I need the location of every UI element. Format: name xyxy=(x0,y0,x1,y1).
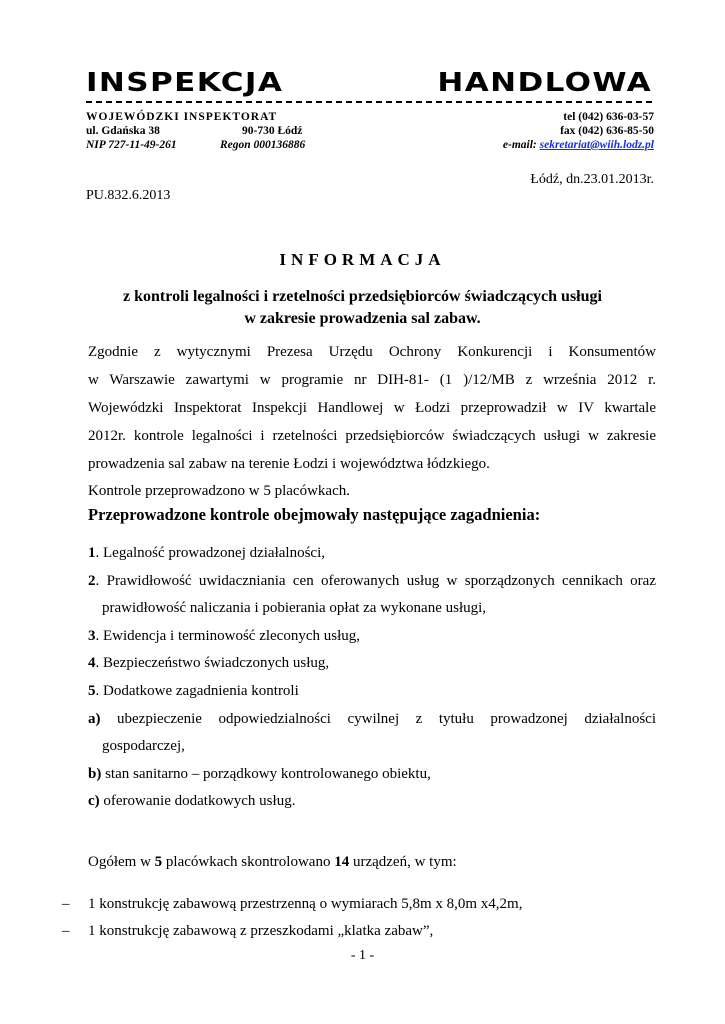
intro-line: 2012r. kontrole legalności i rzetelności przedsiębiorców świadczących usługi w zakresie xyxy=(88,428,656,444)
dash-bullet-icon: – xyxy=(62,923,70,939)
scope-list xyxy=(88,540,656,816)
inspectorate-name: WOJEWÓDZKI INSPEKTORAT xyxy=(86,111,278,123)
organization-title-word-1: INSPEKCJA xyxy=(86,68,284,98)
bullet-item: – 1 konstrukcję zabawową przestrzenną o wymiarach 5,8m x 8,0m x4,2m, xyxy=(62,896,523,912)
dash-bullet-icon: – xyxy=(62,896,70,912)
scope-heading: Przeprowadzone kontrole obejmowały następujące zagadnienia: xyxy=(88,505,541,524)
list-item: b) stan sanitarno – porządkowy kontrolowanego obiektu, xyxy=(88,765,431,782)
devices-count: 14 xyxy=(334,854,350,870)
intro-line: w Warszawie zawartymi w programie nr DIH-81- (1 )/12/MB z września 2012 r. xyxy=(88,372,656,388)
bullet-item: – 1 konstrukcję zabawową z przeszkodami „klatka zabaw”, xyxy=(62,923,434,939)
document-subtitle-line-2: w zakresie prowadzenia sal zabaw. xyxy=(244,310,481,327)
list-item: 1. Legalność prowadzonej działalności, xyxy=(88,545,325,561)
intro-line: Wojewódzki Inspektorat Inspekcji Handlowej w Łodzi przeprowadził w IV kwartale xyxy=(88,400,656,416)
list-item: prawidłowość naliczania i pobierania opłat za wykonane usługi, xyxy=(102,600,487,617)
telephone: tel (042) 636-03-57 xyxy=(563,111,654,123)
email-line xyxy=(503,138,654,152)
email-label: e-mail: xyxy=(502,139,537,151)
list-item: c) oferowanie dodatkowych usług. xyxy=(88,793,296,810)
header-divider xyxy=(86,101,652,103)
list-item: a) ubezpieczenie odpowiedzialności cywilnej z tytułu prowadzonej działalności xyxy=(88,710,656,727)
address-street: ul. Gdańska 38 xyxy=(86,125,160,137)
summary-line: Ogółem w 5 placówkach skontrolowano 14 urządzeń, w tym: xyxy=(88,854,457,870)
placowki-count: 5 xyxy=(154,854,163,870)
list-item: 3. Ewidencja i terminowość zleconych usług, xyxy=(88,627,361,644)
document-title: INFORMACJA xyxy=(279,250,446,269)
address-postal: 90-730 Łódź xyxy=(242,125,303,137)
nip-number: NIP 727-11-49-261 xyxy=(86,139,177,151)
list-item: 4. Bezpieczeństwo świadczonych usług, xyxy=(88,655,330,672)
intro-last-line: Kontrole przeprowadzono w 5 placówkach. xyxy=(88,483,350,499)
fax: fax (042) 636-85-50 xyxy=(560,125,654,137)
list-item: gospodarczej, xyxy=(102,738,185,755)
organization-title-word-2: HANDLOWA xyxy=(437,68,652,98)
list-item: 2. Prawidłowość uwidaczniania cen oferowanych usług w sporządzonych cennikach oraz xyxy=(88,572,656,589)
reference-number: PU.832.6.2013 xyxy=(86,188,171,203)
intro-paragraph xyxy=(88,338,656,504)
place-date: Łódź, dn.23.01.2013r. xyxy=(530,172,654,187)
intro-line: Zgodnie z wytycznymi Prezesa Urzędu Ochrony Konkurencji i Konsumentów xyxy=(88,344,656,360)
email-link[interactable]: sekretariat@wiih.lodz.pl xyxy=(539,139,654,151)
page-number: - 1 - xyxy=(350,948,375,963)
list-item: 5. Dodatkowe zagadnienia kontroli xyxy=(88,682,299,699)
document-subtitle-line-1: z kontroli legalności i rzetelności przedsiębiorców świadczących usługi xyxy=(123,288,602,305)
intro-line: prowadzenia sal zabaw na terenie Łodzi i województwa łódzkiego. xyxy=(88,456,490,472)
organization-title xyxy=(86,68,652,98)
regon-number: Regon 000136886 xyxy=(220,139,306,151)
